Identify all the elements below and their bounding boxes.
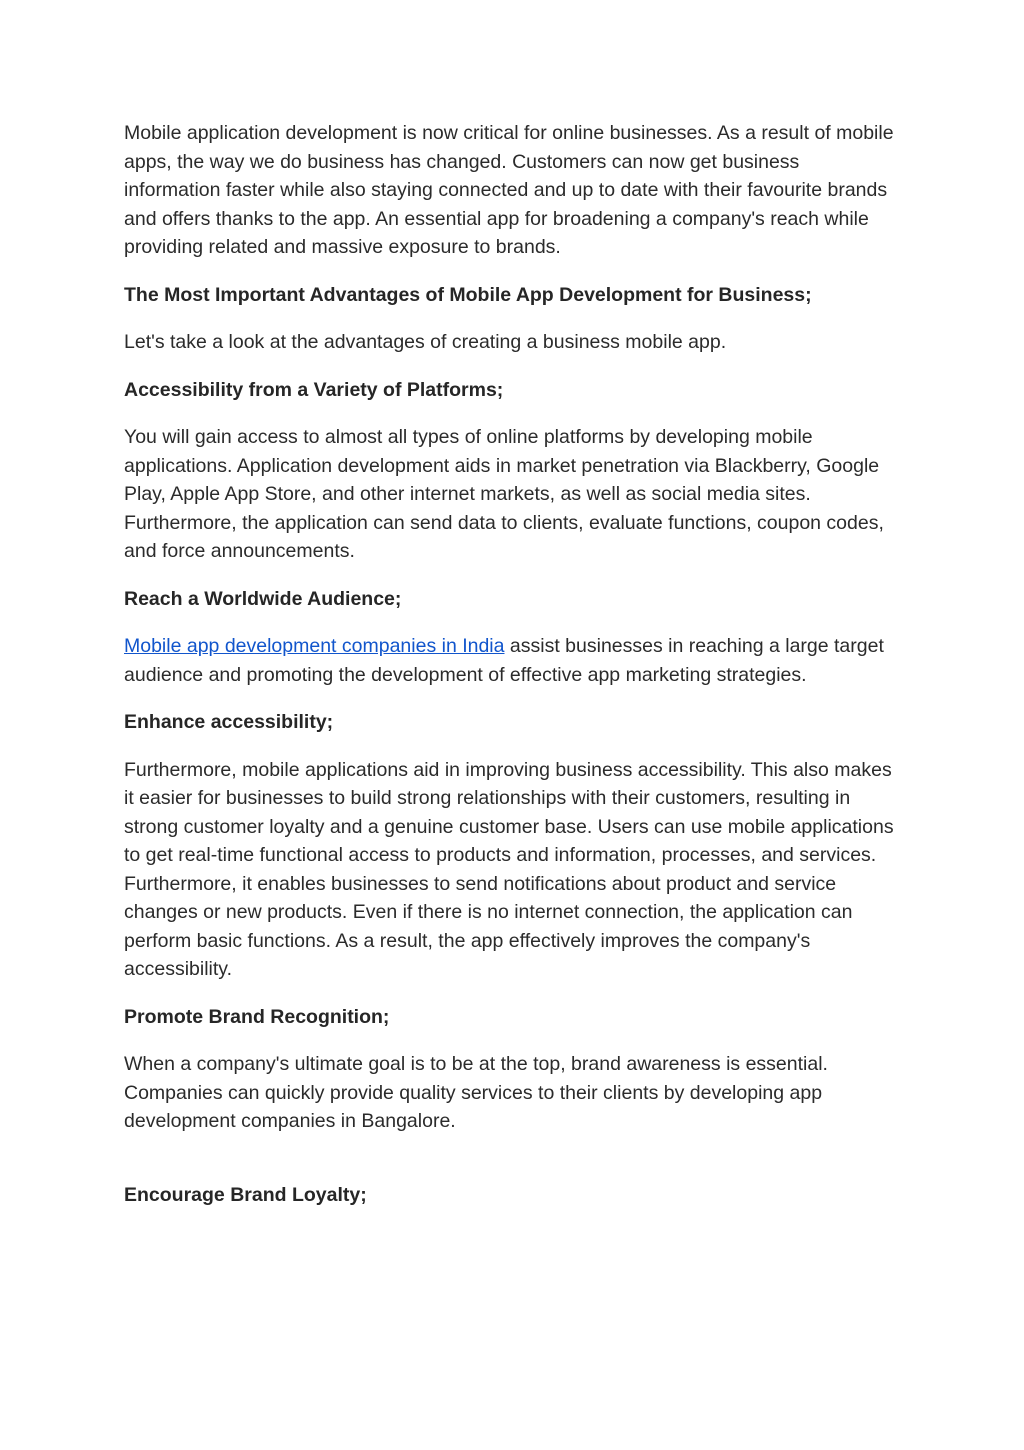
brand-loyalty-heading: Encourage Brand Loyalty;: [124, 1183, 367, 1206]
worldwide-paragraph-text: assist businesses in reaching a large target audience and promoting the development of effective app marketing strategies.: [124, 635, 884, 686]
brand-recognition-paragraph: When a company's ultimate goal is to be at the top, brand awareness is essential. Companies can quickly provide quality services to their clients by developing app development companies in Bangalore.: [124, 1053, 828, 1132]
brand-recognition-heading: Promote Brand Recognition;: [124, 1005, 390, 1028]
platforms-heading: Accessibility from a Variety of Platforms;: [124, 378, 504, 401]
main-advantages-heading: The Most Important Advantages of Mobile App Development for Business;: [124, 283, 812, 306]
main-advantages-paragraph: Let's take a look at the advantages of creating a business mobile app.: [124, 331, 727, 353]
platforms-paragraph: You will gain access to almost all types of online platforms by developing mobile applications. Application development aids in market penetration via Blackberry, Google Play, Apple App Store, and other internet markets, as well as social media sites. Furthermore, the application can send data to clients, evaluate functions, coupon codes, and force announcements.: [124, 426, 884, 562]
worldwide-heading: Reach a Worldwide Audience;: [124, 587, 402, 610]
document-page: [124, 119, 894, 1228]
enhance-heading: Enhance accessibility;: [124, 711, 334, 733]
enhance-paragraph: Furthermore, mobile applications aid in improving business accessibility. This also makes it easier for businesses to build strong relationships with their customers, resulting in strong customer loyalty and a genuine customer base. Users can use mobile applications to get real-time functional access to products and information, processes, and services. Furthermore, it enables businesses to send notifications about product and service changes or new products. Even if there is no internet connection, the application can perform basic functions. As a result, the app effectively improves the company's accessibility.: [124, 758, 894, 980]
worldwide-paragraph: [124, 632, 894, 689]
intro-paragraph: Mobile application development is now critical for online businesses. As a result of mobile apps, the way we do business has changed. Customers can now get business information faster while also staying connected and up to date with their favourite brands and offers thanks to the app. An essential app for broadening a company's reach while providing related and massive exposure to brands.: [124, 122, 894, 258]
india-companies-link[interactable]: Mobile app development companies in India: [124, 635, 505, 657]
